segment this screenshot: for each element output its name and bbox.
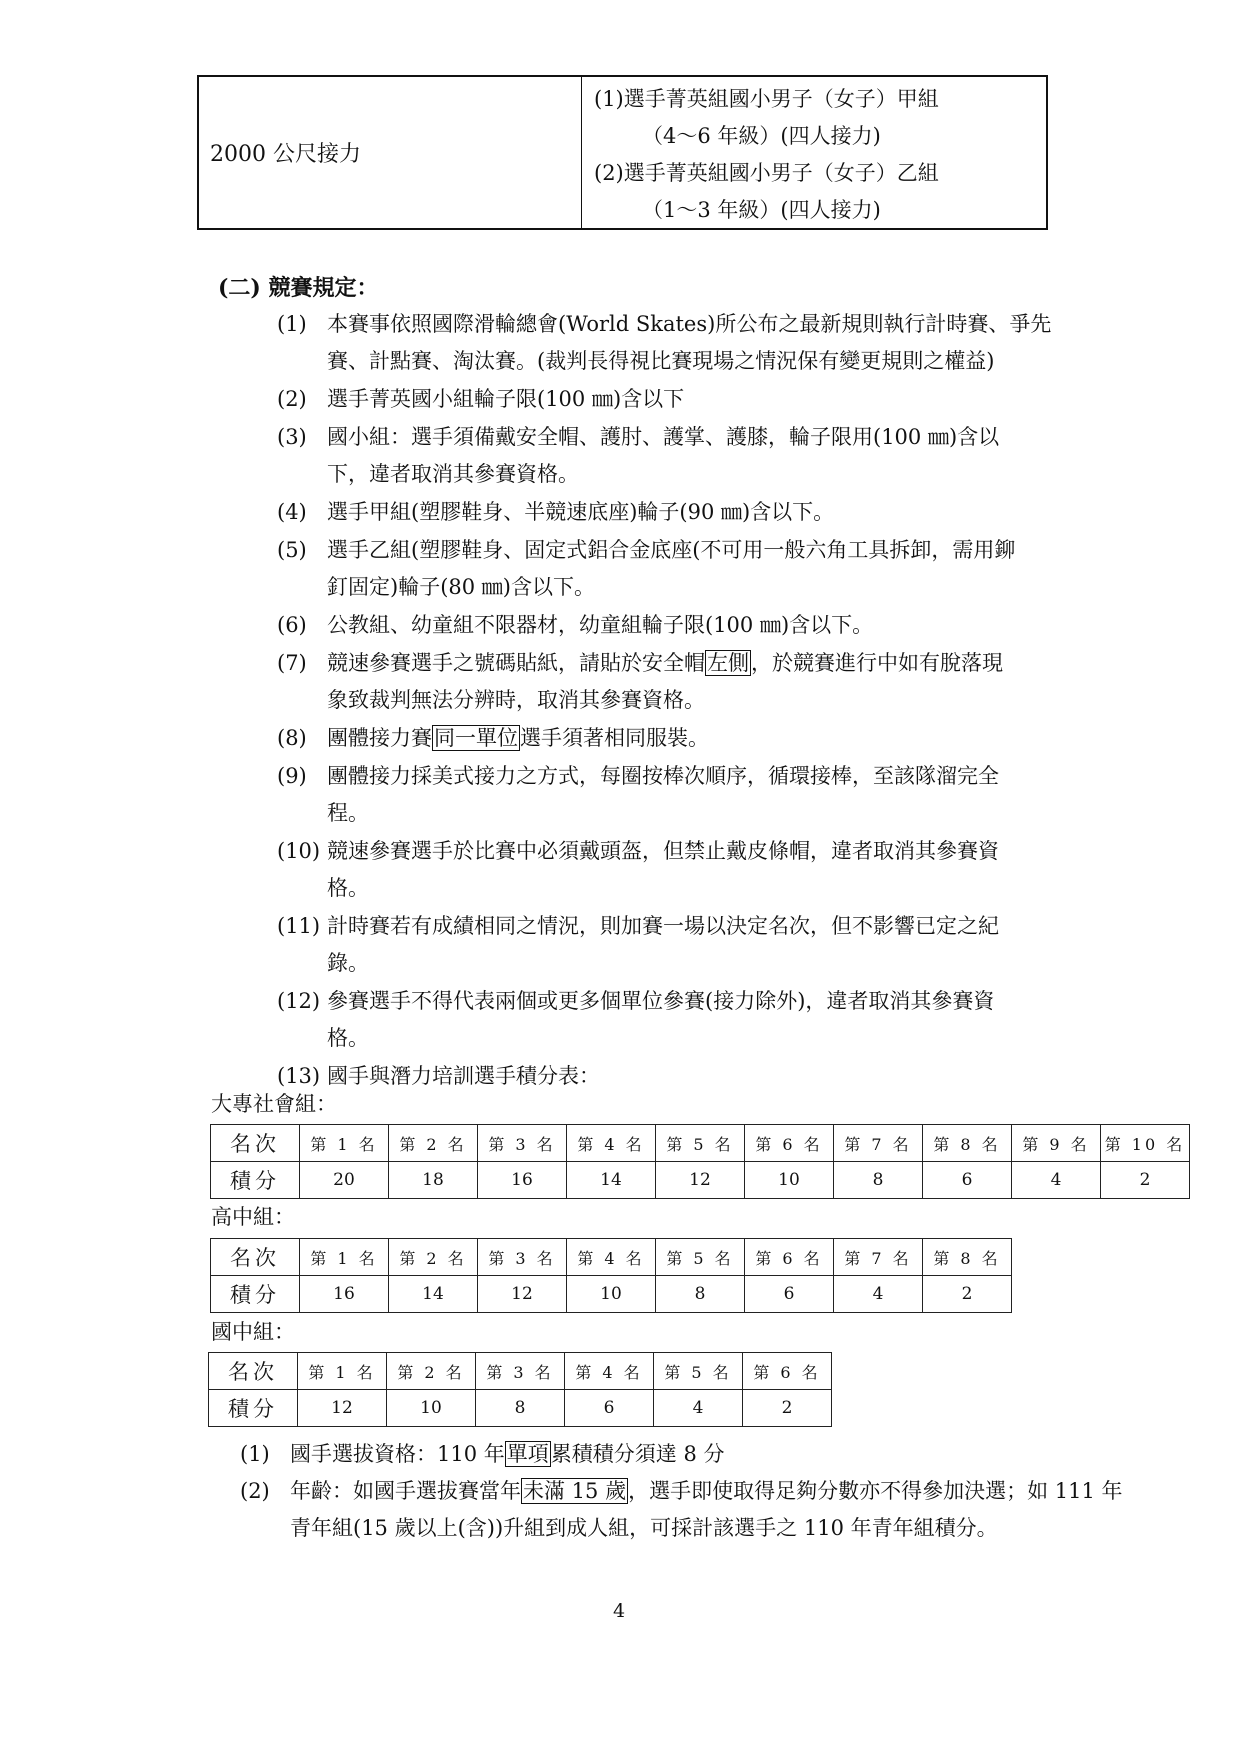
- item-number: (6): [277, 613, 307, 637]
- event-groups-cell: [582, 77, 1046, 228]
- points-cell: 10: [745, 1162, 834, 1199]
- item-text-segment: 累積積分須達 8 分: [550, 1442, 725, 1466]
- item-line: [290, 1441, 724, 1467]
- points-cell: 14: [567, 1162, 656, 1199]
- points-cell: 16: [478, 1162, 567, 1199]
- points-cell: 2: [1101, 1162, 1190, 1199]
- rank-cell: 第 1 名: [298, 1353, 387, 1390]
- item-line: 國小組：選手須備戴安全帽、護肘、護掌、護膝，輪子限用(100 ㎜)含以: [327, 425, 1000, 449]
- rules-list: [277, 306, 1177, 1096]
- item-text-segment: 競速參賽選手之號碼貼紙，請貼於安全帽: [327, 651, 705, 675]
- item-number: (2): [240, 1479, 270, 1503]
- notes-list: [240, 1436, 1160, 1547]
- item-text: [327, 833, 1147, 907]
- item-number: (11): [277, 914, 321, 938]
- event-group-line: (1)選手菁英組國小男子（女子）甲組: [594, 87, 939, 111]
- item-text: [327, 1058, 1147, 1095]
- item-text: [327, 532, 1147, 606]
- points-cell: 4: [834, 1276, 923, 1313]
- boxed-emphasis: 未滿 15 歲: [523, 1479, 627, 1503]
- rank-cell: 第 2 名: [389, 1125, 478, 1162]
- boxed-emphasis: 左側: [707, 651, 749, 675]
- item-line: [290, 1478, 985, 1504]
- item-text-segment: 年齡：如國手選拔賽當年: [290, 1479, 521, 1503]
- rank-row: [209, 1353, 832, 1390]
- points-cell: 6: [565, 1390, 654, 1427]
- points-cell: 12: [656, 1162, 745, 1199]
- rank-cell: 第 2 名: [389, 1239, 478, 1276]
- item-number: (1): [277, 312, 307, 336]
- item-number: (1): [240, 1442, 270, 1466]
- item-line: 下，違者取消其參賽資格。: [327, 462, 579, 486]
- item-text: [327, 419, 1147, 493]
- rank-cell: 第 5 名: [656, 1125, 745, 1162]
- note-item: [240, 1436, 1160, 1473]
- event-group-line: （1～3 年級）(四人接力): [642, 198, 881, 222]
- item-text-segment: ，於競賽進行中如有脫落現: [751, 651, 1003, 675]
- rank-cell: 第 8 名: [923, 1125, 1012, 1162]
- rule-item: [277, 758, 1177, 832]
- rule-item: [277, 532, 1177, 606]
- score-table-college: [210, 1124, 1190, 1199]
- item-line: 錄。: [327, 951, 369, 975]
- rank-cell: 第 3 名: [478, 1125, 567, 1162]
- item-line: 年組積分。: [892, 1516, 998, 1540]
- rank-cell: 第 3 名: [476, 1353, 565, 1390]
- rule-item: [277, 381, 1177, 418]
- points-cell: 10: [387, 1390, 476, 1427]
- item-line: 公教組、幼童組不限器材，幼童組輪子限(100 ㎜)含以下。: [327, 613, 874, 637]
- event-group-line: （4～6 年級）(四人接力): [642, 124, 881, 148]
- points-cell: 12: [298, 1390, 387, 1427]
- rank-cell: 第 10 名: [1101, 1125, 1190, 1162]
- event-name: 2000 公尺接力: [210, 142, 361, 167]
- item-number: (12): [277, 989, 321, 1013]
- rule-item: [277, 494, 1177, 531]
- item-text: [290, 1473, 1130, 1547]
- rule-item: [277, 607, 1177, 644]
- rank-cell: 第 4 名: [567, 1125, 656, 1162]
- rank-cell: 第 4 名: [567, 1239, 656, 1276]
- item-text: [327, 908, 1147, 982]
- item-line: 本賽事依照國際滑輪總會(World Skates)所公布之最新規則執行計時賽、爭先: [327, 312, 1052, 336]
- points-cell: 4: [654, 1390, 743, 1427]
- item-line: 團體接力採美式接力之方式，每圈按棒次順序，循環接棒，至該隊溜完全: [327, 764, 999, 788]
- item-text: [327, 983, 1147, 1057]
- rank-cell: 第 5 名: [656, 1239, 745, 1276]
- section-title: (二) 競賽規定：: [218, 275, 379, 301]
- item-text: [327, 306, 1147, 380]
- points-cell: 2: [923, 1276, 1012, 1313]
- item-text-segment: ，選手即使取得足夠分數亦不得參加決: [628, 1479, 986, 1503]
- item-number: (10): [277, 839, 321, 863]
- group-label-junior-high: 國中組：: [211, 1320, 295, 1344]
- item-text-segment: 選手須著相同服裝。: [520, 726, 709, 750]
- item-line: 參賽選手不得代表兩個或更多個單位參賽(接力除外)，違者取消其參賽資: [327, 989, 995, 1013]
- rank-header: 名次: [209, 1353, 298, 1390]
- points-cell: 4: [1012, 1162, 1101, 1199]
- group-label-college: 大專社會組：: [211, 1092, 337, 1116]
- rank-cell: 第 1 名: [300, 1125, 389, 1162]
- points-row: [209, 1390, 832, 1427]
- points-cell: 16: [300, 1276, 389, 1313]
- note-item: [240, 1473, 1160, 1547]
- rank-cell: 第 3 名: [478, 1239, 567, 1276]
- points-cell: 18: [389, 1162, 478, 1199]
- item-number: (13): [277, 1064, 321, 1088]
- rank-cell: 第 9 名: [1012, 1125, 1101, 1162]
- event-table: [197, 75, 1048, 230]
- rank-cell: 第 4 名: [565, 1353, 654, 1390]
- points-header: 積分: [209, 1390, 298, 1427]
- rule-item: [277, 983, 1177, 1057]
- item-line: 國手與潛力培訓選手積分表：: [327, 1064, 600, 1088]
- rank-row: [211, 1239, 1012, 1276]
- points-header: 積分: [211, 1276, 300, 1313]
- rank-cell: 第 1 名: [300, 1239, 389, 1276]
- rule-item: [277, 306, 1177, 380]
- points-row: [211, 1276, 1012, 1313]
- points-cell: 8: [476, 1390, 565, 1427]
- points-cell: 14: [389, 1276, 478, 1313]
- rank-cell: 第 6 名: [743, 1353, 832, 1390]
- points-cell: 6: [745, 1276, 834, 1313]
- points-cell: 10: [567, 1276, 656, 1313]
- item-text: [327, 607, 1147, 644]
- item-line: [327, 720, 1147, 757]
- points-cell: 6: [923, 1162, 1012, 1199]
- points-cell: 2: [743, 1390, 832, 1427]
- item-line: 釘固定)輪子(80 ㎜)含以下。: [327, 575, 595, 599]
- item-line: 選手菁英國小組輪子限(100 ㎜)含以下: [327, 387, 685, 411]
- rank-cell: 第 7 名: [834, 1125, 923, 1162]
- item-text: [327, 720, 1147, 757]
- item-line: 選手乙組(塑膠鞋身、固定式鋁合金底座(不可用一般六角工具拆卸，需用鉚: [327, 538, 1016, 562]
- item-line: [327, 645, 1147, 682]
- item-number: (9): [277, 764, 307, 788]
- rank-cell: 第 6 名: [745, 1125, 834, 1162]
- rank-row: [211, 1125, 1190, 1162]
- item-line: 選手甲組(塑膠鞋身、半競速底座)輪子(90 ㎜)含以下。: [327, 500, 835, 524]
- rank-header: 名次: [211, 1239, 300, 1276]
- rule-item: [277, 720, 1177, 757]
- item-line: 競速參賽選手於比賽中必須戴頭盔，但禁止戴皮條帽，違者取消其參賽資: [327, 839, 999, 863]
- item-number: (8): [277, 726, 307, 750]
- page-number: 4: [613, 1600, 626, 1622]
- rule-item: [277, 833, 1177, 907]
- item-text: [290, 1436, 1130, 1473]
- item-text: [327, 645, 1147, 719]
- item-line: 格。: [327, 876, 369, 900]
- item-line: 格。: [327, 1026, 369, 1050]
- item-text: [327, 381, 1147, 418]
- item-number: (7): [277, 651, 307, 675]
- item-line: 選；如 111 年青年組(15 歲以上(含))升組到成人組，可採計該選手之 110 年青: [290, 1479, 1123, 1540]
- rule-item: [277, 645, 1177, 719]
- item-line: 程。: [327, 801, 369, 825]
- item-number: (3): [277, 425, 307, 449]
- rank-cell: 第 2 名: [387, 1353, 476, 1390]
- points-cell: 8: [834, 1162, 923, 1199]
- boxed-emphasis: 同一單位: [434, 726, 518, 750]
- item-text: [327, 758, 1147, 832]
- rank-cell: 第 5 名: [654, 1353, 743, 1390]
- item-number: (2): [277, 387, 307, 411]
- item-number: (5): [277, 538, 307, 562]
- item-line: 賽、計點賽、淘汰賽。(裁判長得視比賽現場之情況保有變更規則之權益): [327, 349, 995, 373]
- rank-header: 名次: [211, 1125, 300, 1162]
- group-label-high-school: 高中組：: [211, 1205, 295, 1229]
- rule-item: [277, 1058, 1177, 1095]
- points-header: 積分: [211, 1162, 300, 1199]
- rank-cell: 第 7 名: [834, 1239, 923, 1276]
- rank-cell: 第 8 名: [923, 1239, 1012, 1276]
- points-cell: 20: [300, 1162, 389, 1199]
- item-line: 象致裁判無法分辨時，取消其參賽資格。: [327, 688, 705, 712]
- item-number: (4): [277, 500, 307, 524]
- score-table-junior-high: [208, 1352, 832, 1427]
- points-cell: 12: [478, 1276, 567, 1313]
- rank-cell: 第 6 名: [745, 1239, 834, 1276]
- event-name-cell: [199, 77, 582, 228]
- item-line: 計時賽若有成績相同之情況，則加賽一場以決定名次，但不影響已定之紀: [327, 914, 999, 938]
- rule-item: [277, 419, 1177, 493]
- points-row: [211, 1162, 1190, 1199]
- item-text-segment: 團體接力賽: [327, 726, 432, 750]
- score-table-high-school: [210, 1238, 1012, 1313]
- item-text: [327, 494, 1147, 531]
- event-group-line: (2)選手菁英組國小男子（女子）乙組: [594, 161, 939, 185]
- rule-item: [277, 908, 1177, 982]
- boxed-emphasis: 單項: [506, 1442, 549, 1466]
- points-cell: 8: [656, 1276, 745, 1313]
- item-text-segment: 國手選拔資格：110 年: [290, 1442, 505, 1466]
